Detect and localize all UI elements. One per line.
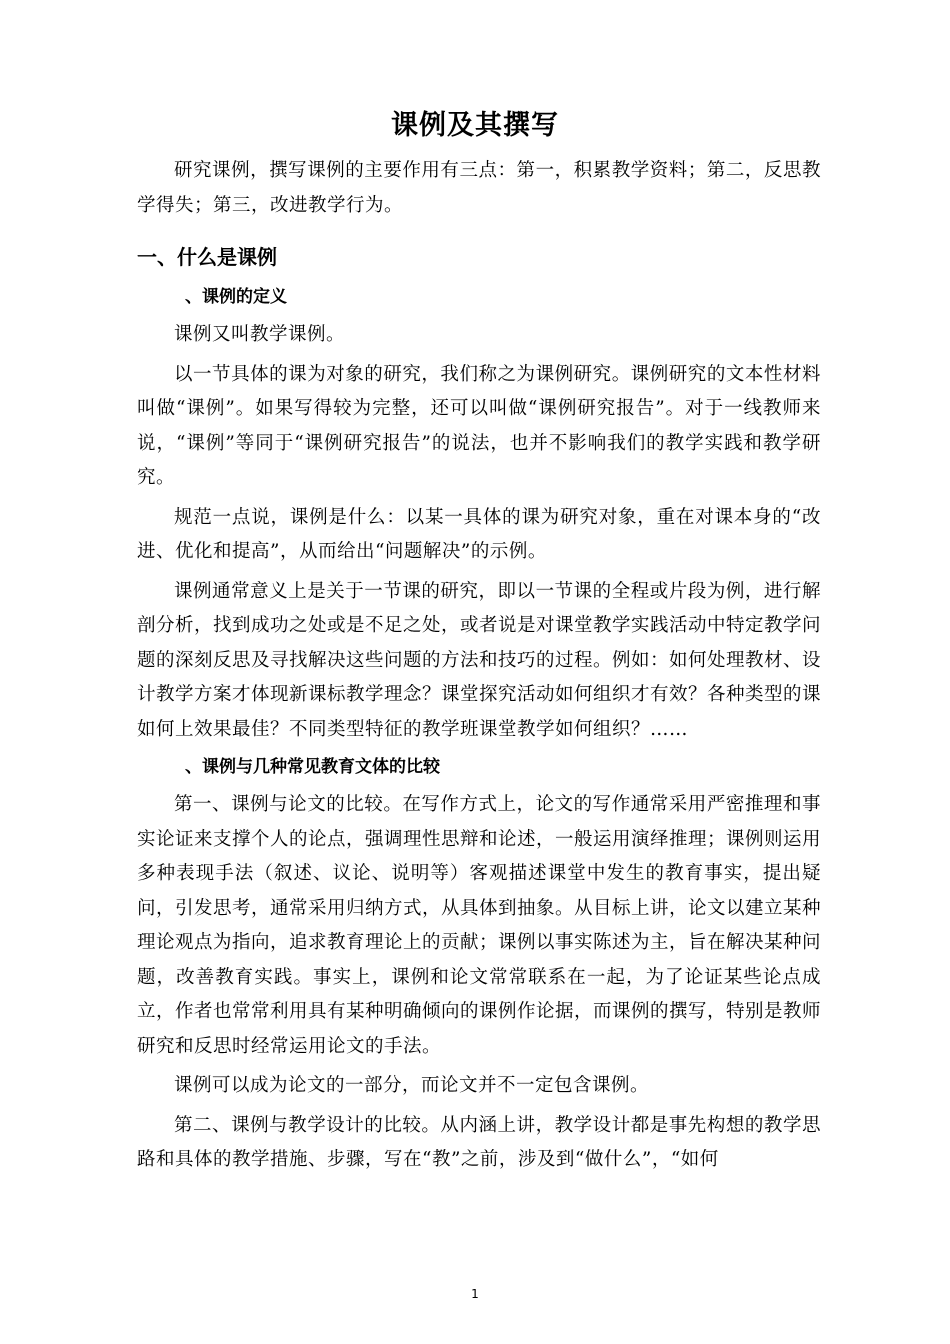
paragraph: 课例可以成为论文的一部分，而论文并不一定包含课例。 bbox=[174, 1075, 650, 1096]
subsection-heading-definition: 、课例的定义 bbox=[185, 287, 287, 307]
document-title: 课例及其撰写 bbox=[391, 110, 559, 141]
paragraph: 第二、课例与教学设计的比较。从内涵上讲，教学设计都是事先构想的教学思路和具体的教学措施、步骤，写在“教”之前，涉及到“做什么”，“如何 bbox=[137, 1114, 821, 1170]
paragraph: 课例通常意义上是关于一节课的研究，即以一节课的全程或片段为例，进行解剖分析，找到成功之处或是不足之处，或者说是对课堂教学实践活动中特定教学问题的深刻反思及寻找解决这些问题的方法和技巧的过程。例如：如何处理教材、设计教学方案才体现新课标教学理念？课堂探究活动如何组织才有效？各种类型的课如何上效果最佳？不同类型特征的教学班课堂教学如何组织？…… bbox=[137, 580, 822, 740]
document-body bbox=[137, 152, 821, 1181]
paragraph: 规范一点说，课例是什么：以某一具体的课为研究对象，重在对课本身的“改进、优化和提高”，从而给出“问题解决”的示例。 bbox=[137, 506, 821, 562]
subsection-heading-comparison: 、课例与几种常见教育文体的比较 bbox=[185, 757, 440, 777]
paragraph: 第一、课例与论文的比较。在写作方式上，论文的写作通常采用严密推理和事实论证来支撑个人的论点，强调理性思辩和论述，一般运用演绎推理；课例则运用多种表现手法（叙述、议论、说明等）客观描述课堂中发生的教育事实，提出疑问，引发思考，通常采用归纳方式，从具体到抽象。从目标上讲，论文以建立某种理论观点为指向，追求教育理论上的贡献；课例以事实陈述为主，旨在解决某种问题，改善教育实践。事实上，课例和论文常常联系在一起，为了论证某些论点成立，作者也常常利用具有某种明确倾向的课例作论据，而课例的撰写，特别是教师研究和反思时经常运用论文的手法。 bbox=[137, 794, 822, 1057]
section-heading-what-is-lesson-case: 一、什么是课例 bbox=[137, 245, 277, 269]
paragraph: 以一节具体的课为对象的研究，我们称之为课例研究。课例研究的文本性材料叫做“课例”。如果写得较为完整，还可以叫做“课例研究报告”。对于一线教师来说，“课例”等同于“课例研究报告”的说法，也并不影响我们的教学实践和教学研究。 bbox=[137, 363, 821, 488]
paragraph: 课例又叫教学课例。 bbox=[174, 324, 346, 345]
page-number: 1 bbox=[471, 1287, 479, 1301]
intro-paragraph: 研究课例，撰写课例的主要作用有三点：第一，积累教学资料；第二，反思教学得失；第三，改进教学行为。 bbox=[137, 160, 821, 216]
